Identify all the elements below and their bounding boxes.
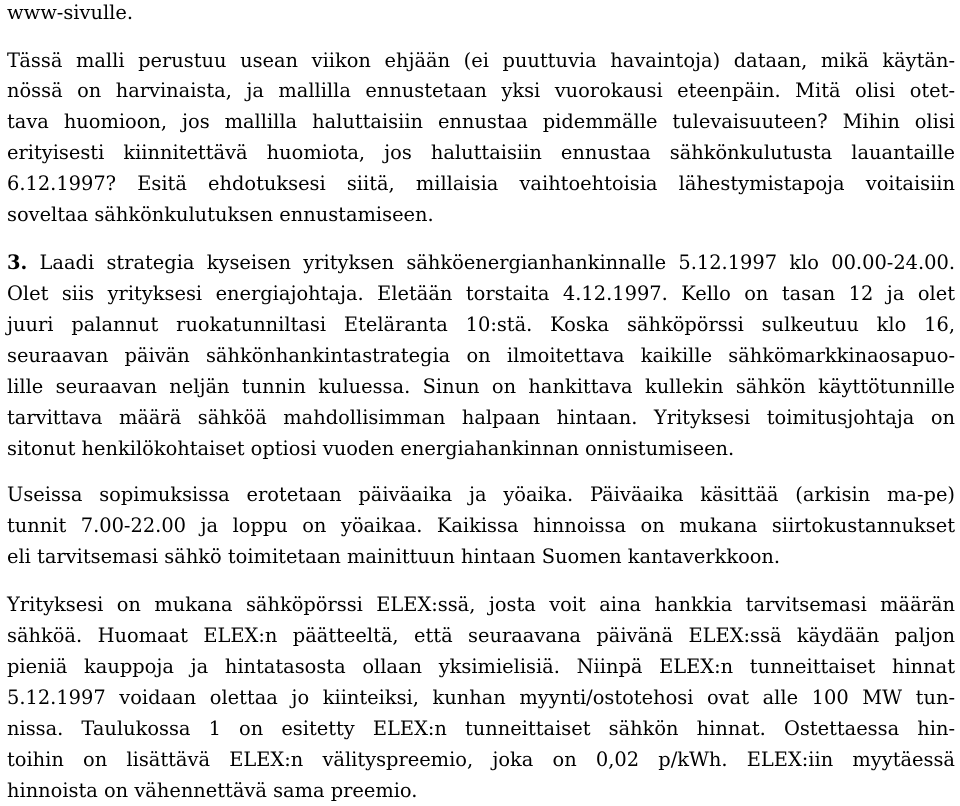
text-line: 6.12.1997? Esitä ehdotuksesi siitä, millaisia vaihtoehtoisia lähestymistapoja voitaisiin xyxy=(7,172,955,195)
text-line: hinnoista on vähennettävä sama preemio. xyxy=(7,779,418,802)
text-line: tunnit 7.00-22.00 ja loppu on yöaikaa. Kaikissa hinnoissa on mukana siirtokustannukset xyxy=(7,514,955,537)
text-line: eli tarvitsemasi sähkö toimitetaan mainittuun hintaan Suomen kantaverkkoon. xyxy=(7,545,781,568)
text-line: www-sivulle. xyxy=(7,1,133,24)
text-line: Yrityksesi on mukana sähköpörssi ELEX:ssä, josta voit aina hankkia tarvitsemasi määrän xyxy=(7,593,955,616)
text-line: tarvittava määrä sähköä mahdollisimman halpaan hintaan. Yrityksesi toimitusjohtaja on xyxy=(7,406,955,429)
section-first-line: Laadi strategia kyseisen yrityksen sähköenergianhankinnalle 5.12.1997 klo 00.00-24.00. xyxy=(39,251,956,274)
text-line: soveltaa sähkönkulutuksen ennustamiseen. xyxy=(7,203,434,226)
text-line: 5.12.1997 voidaan olettaa jo kiinteiksi, kunhan myynti/ostotehosi ovat alle 100 MW tun- xyxy=(7,686,955,709)
text-line: Useissa sopimuksissa erotetaan päiväaika ja yöaika. Päiväaika käsittää (arkisin ma-pe) xyxy=(7,483,955,506)
section-heading-line xyxy=(7,248,955,278)
text-line: nissa. Taulukossa 1 on esitetty ELEX:n tunneittaiset sähkön hinnat. Ostettaessa hin- xyxy=(7,717,955,740)
text-line: sitonut henkilökohtaiset optiosi vuoden energiahankinnan onnistumiseen. xyxy=(7,437,735,460)
section-number: 3. xyxy=(7,251,28,274)
text-line: tava huomioon, jos mallilla haluttaisiin ennustaa pidemmälle tulevaisuuteen? Mihin olisi xyxy=(7,110,955,133)
text-line: nössä on harvinaista, ja mallilla ennustetaan yksi vuorokausi eteenpäin. Mitä olisi otet- xyxy=(7,79,955,102)
text-line: sähköä. Huomaat ELEX:n päätteeltä, että seuraavana päivänä ELEX:ssä käydään paljon xyxy=(7,624,955,647)
text-line: erityisesti kiinnitettävä huomiota, jos haluttaisiin ennustaa sähkönkulutusta lauantaille xyxy=(7,141,955,164)
text-line: seuraavan päivän sähkönhankintastrategia on ilmoitettava kaikille sähkömarkkinaosapuo- xyxy=(7,344,955,367)
text-line: toihin on lisättävä ELEX:n välityspreemio, joka on 0,02 p/kWh. ELEX:iin myytäessä xyxy=(7,748,955,771)
text-line: juuri palannut ruokatunniltasi Eteläranta 10:stä. Koska sähköpörssi sulkeutuu klo 16, xyxy=(7,313,955,336)
text-line: Olet siis yrityksesi energiajohtaja. Eletään torstaita 4.12.1997. Kello on tasan 12 ja olet xyxy=(7,282,955,305)
text-line: pieniä kauppoja ja hintatasosta ollaan yksimielisiä. Niinpä ELEX:n tunneittaiset hinnat xyxy=(7,655,955,678)
text-line: Tässä malli perustuu usean viikon ehjään (ei puuttuvia havaintoja) dataan, mikä käytän- xyxy=(7,49,955,72)
text-line: lille seuraavan neljän tunnin kuluessa. Sinun on hankittava kullekin sähkön käyttötunnille xyxy=(7,375,955,398)
